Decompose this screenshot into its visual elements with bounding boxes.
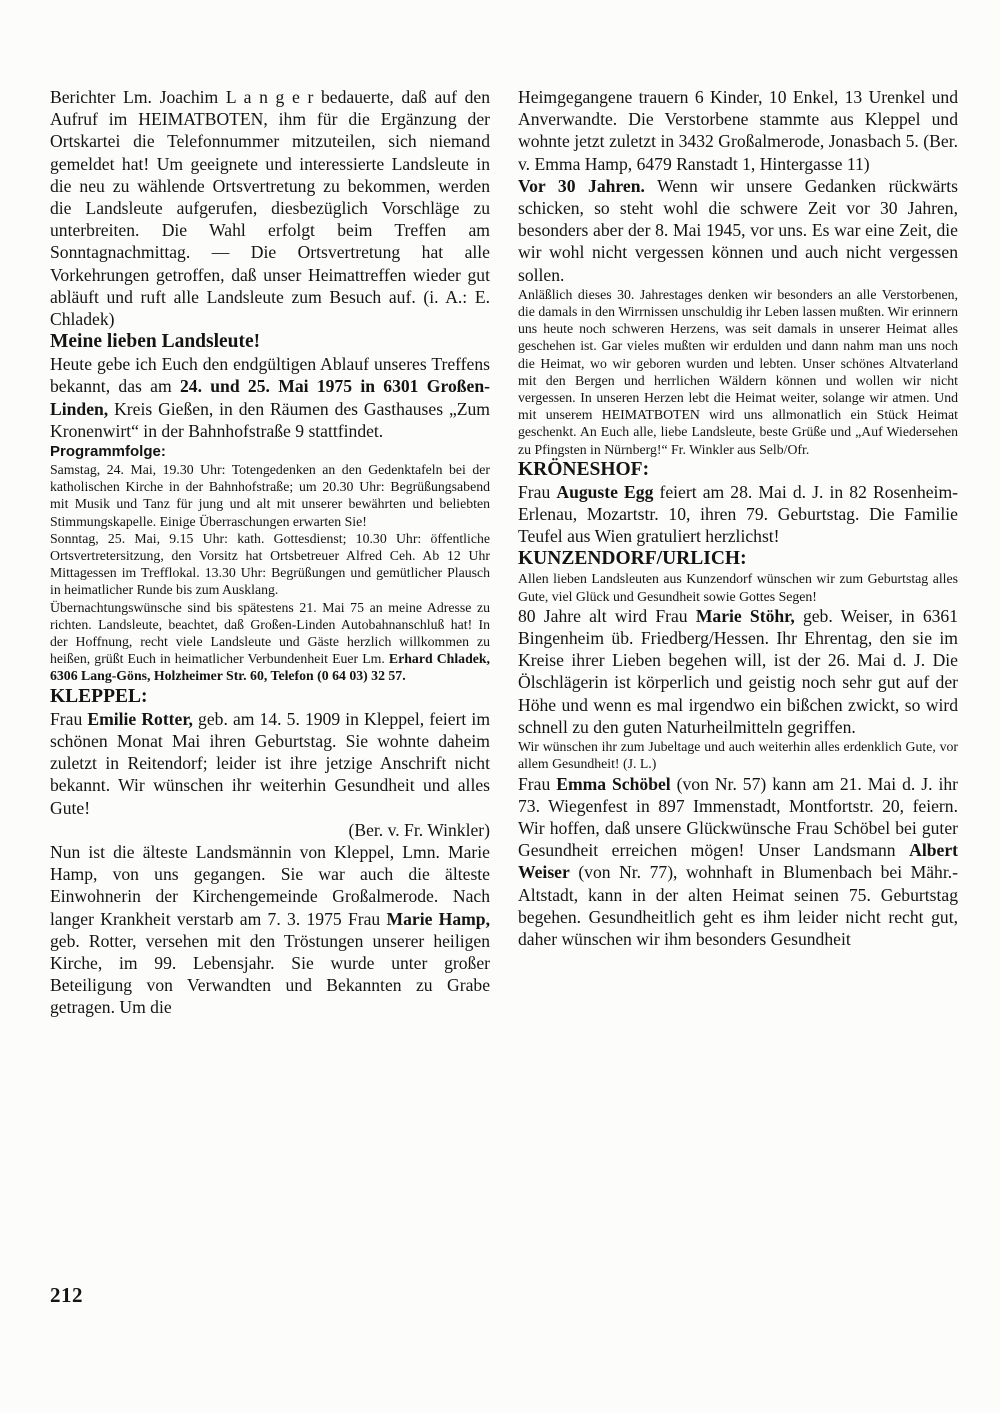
paragraph-ortsvertretung: Berichter Lm. Joachim L a n g e r bedauerte, daß auf den Aufruf im HEIMATBOTEN, ihm für die Ergänzung der Ortskartei die Telefonnummer mitzuteilen, sich niemand gemeldet hat! Um geeignete und interessierte Landsleute in die neu zu wählende Ortsvertretung zu bekommen, werden die Landsleute aufgerufen, diesbezüglich Vorschläge zu unterbreiten. Die Wahl erfolgt beim Treffen am Sonntagnachmittag. — Die Ortsvertretung hat alle Vorkehrungen getroffen, daß unser Heimattreffen wieder gut abläuft und ruft alle Landsleute zum Besuch auf. (i. A.: E. Chladek): [50, 87, 490, 330]
paragraph-treffen-ankuendigung: Heute gebe ich Euch den endgültigen Ablauf unseres Treffens bekannt, das am 24. und 25. Mai 1975 in 6301 Großen-Linden, Kreis Gießen, in den Räumen des Gasthauses „Zum Kronenwirt“ in der Bahnhofstraße 9 stattfindet.: [50, 354, 491, 441]
heading-programmfolge: Programmfolge:: [50, 443, 166, 461]
paragraph-heimgegangene: Heimgegangene trauern 6 Kinder, 10 Enkel, 13 Urenkel und Anverwandte. Die Verstorbene stammte aus Kleppel und wohnte jetzt zuletzt in 3432 Großalmerode, Jonasbach 5. (Ber. v. Emma Hamp, 6479 Ranstadt 1, Hintergasse 11): [518, 87, 958, 174]
two-column-layout: [50, 86, 958, 1019]
paragraph-jubeltage: Wir wünschen ihr zum Jubeltage und auch weiterhin alles erdenklich Gute, vor allem Gesundheit! (J. L.): [518, 739, 958, 772]
paragraph-programm-samstag: Samstag, 24. Mai, 19.30 Uhr: Totengedenken an den Gedenktafeln bei der katholischen Kirche in der Bahnhofstraße; um 20.30 Uhr: Begrüßungsabend mit Musik und Tanz für jung und alt mit unserer bewährten und beliebten Stimmungskapelle. Einige Überraschungen erwarten Sie!: [50, 462, 490, 529]
paragraph-schoebel-weiser: Frau Emma Schöbel (von Nr. 57) kann am 21. Mai d. J. ihr 73. Wiegenfest in 897 Immenstadt, Montfortstr. 20, feiern. Wir hoffen, daß unsere Glückwünsche Frau Schöbel bei guter Gesundheit erreichen mögen! Unser Landsmann Albert Weiser (von Nr. 77), wohnhaft in Blumenbach bei Mähr.-Altstadt, kann in der alten Heimat seinen 75. Geburtstag begehen. Gesundheitlich geht es ihm leider nicht recht gut, daher wünschen wir ihm besonders Gesundheit: [518, 773, 958, 949]
heading-kroeneshof: KRÖNESHOF:: [518, 458, 650, 480]
heading-meine-lieben-landsleute: Meine lieben Landsleute!: [50, 331, 261, 353]
paragraph-auguste-egg: Frau Auguste Egg feiert am 28. Mai d. J. in 82 Rosenheim-Erlenau, Mozartstr. 10, ihren 79. Geburtstag. Die Familie Teufel aus Wien gratuliert herzlichst!: [518, 481, 958, 547]
paragraph-uebernachtung: Übernachtungswünsche sind bis spätestens 21. Mai 75 an meine Adresse zu richten. Landsleute, beachtet, daß Großen-Linden Autobahnanschluß hat! In der Hoffnung, recht viele Landsleute und Gäste herzlich willkommen zu heißen, grüßt Euch in heimatlicher Verbundenheit Euer Lm. Erhard Chladek, 6306 Lang-Göns, Holzheimer Str. 60, Telefon (0 64 03) 32 57.: [50, 599, 490, 684]
paragraph-jahrestag: Anläßlich dieses 30. Jahrestages denken wir besonders an alle Verstorbenen, die damals in den Wirrnissen unschuldig ihr Leben lassen mußten. Wir erinnern uns heute noch schweren Herzens, was seit damals in unserer Heimat alles geschehen ist. Gar vieles mußten wir erdulden und dann nahm man uns noch die Heimat, wo wir geboren wurden und lebten. Unser schönes Altvaterland mit den Bergen und herrlichen Wäldern können und wollen wir nicht vergessen. In unseren Herzen lebt die Heimat weiter, solange wir atmen. Und mit unserem HEIMATBOTEN wird uns allmonatlich ein Stück Heimat geschenkt. An Euch alle, liebe Landsleute, beste Grüße und „Auf Wiedersehen zu Pfingsten in Nürnberg!“ Fr. Winkler aus Selb/Ofr.: [518, 286, 958, 457]
paragraph-vor-30-jahren: Vor 30 Jahren. Wenn wir unsere Gedanken rückwärts schicken, so steht wohl die schwere Zeit vor 30 Jahren, besonders aber der 8. Mai 1945, vor uns. Es war eine Zeit, die wir wohl nicht vergessen können und auch nicht vergessen sollen.: [518, 175, 958, 285]
byline-winkler: (Ber. v. Fr. Winkler): [348, 819, 490, 840]
news-column-left: [50, 86, 490, 1019]
paragraph-programm-sonntag: Sonntag, 25. Mai, 9.15 Uhr: kath. Gottesdienst; 10.30 Uhr: öffentliche Ortsvertretersitzung, den Vorsitz hat Ortsbetreuer Alfred Ceh. Ab 12 Uhr Mittagessen im Trefflokal. 13.30 Uhr: Begrüßungen und gemütlicher Plausch in heimatlicher Runde bis zum Ausklang.: [50, 530, 490, 598]
paragraph-marie-stoehr: 80 Jahre alt wird Frau Marie Stöhr, geb. Weiser, in 6361 Bingenheim üb. Friedberg/Hessen. Ihr Ehrentag, den sie im Kreise ihrer Lieben begehen will, ist der 26. Mai d. J. Die Ölschlägerin ist körperlich und geistig noch sehr gut auf der Höhe und wenn es mal irgendwo ein bißchen zwickt, so wird schnell zu den guten Naturheilmitteln gegriffen.: [518, 605, 959, 737]
paragraph-marie-hamp: Nun ist die älteste Landsmännin von Kleppel, Lmn. Marie Hamp, von uns gegangen. Sie war auch die älteste Einwohnerin der Kirchengemeinde Großalmerode. Nach langer Krankheit verstarb am 7. 3. 1975 Frau Marie Hamp, geb. Rotter, versehen mit den Tröstungen unserer heiligen Kirche, im 99. Lebensjahr. Sie wurde unter großer Beteiligung von Verwandten und Bekannten zu Grabe getragen. Um die: [50, 841, 490, 1018]
page-number: 212: [50, 1283, 83, 1307]
paragraph-kunzendorf-wuensche: Allen lieben Landsleuten aus Kunzendorf wünschen wir zum Geburtstag alles Gute, viel Glück und Gesundheit sowie Gottes Segen!: [518, 571, 958, 604]
heading-kleppel: KLEPPEL:: [50, 685, 148, 707]
paragraph-emilie-rotter: Frau Emilie Rotter, geb. am 14. 5. 1909 in Kleppel, feiert im schönen Monat Mai ihren Geburtstag. Sie wohnte daheim zuletzt in Reitendorf; leider ist ihre jetzige Anschrift nicht bekannt. Wir wünschen ihr weiterhin Gesundheit und alles Gute!: [50, 708, 490, 818]
heading-kunzendorf-urlich: KUNZENDORF/URLICH:: [518, 548, 747, 570]
news-column-right: [518, 86, 958, 1019]
